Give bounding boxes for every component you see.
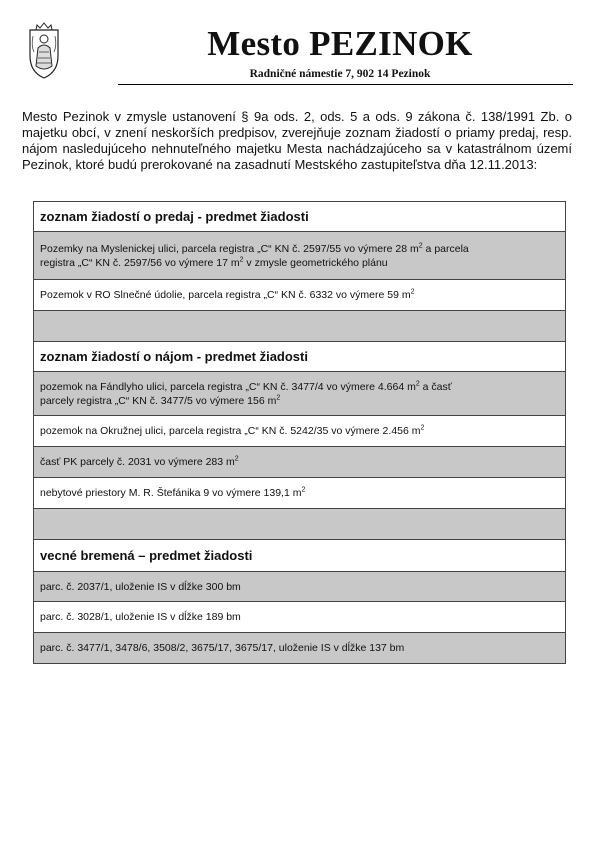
table-row bbox=[34, 572, 565, 602]
table-row bbox=[34, 447, 565, 478]
section-heading-sale bbox=[34, 202, 565, 232]
intro-paragraph: Mesto Pezinok v zmysle ustanovení § 9a ods. 2, ods. 5 a ods. 9 zákona č. 138/1991 Zb. o majetku obcí, v znení neskorších predpisov, zverejňuje zoznam žiadostí o priamy predaj, resp. nájom nasledujúceho nehnuteľného majetku Mesta nachádzajúceho sa v katastrálnom území Pezinok, ktoré budú prerokované na zasadnutí Mestského zastupiteľstva dňa 12.11.2013: bbox=[22, 109, 572, 172]
table-row bbox=[34, 478, 565, 509]
easement-item-2: parc. č. 3028/1, uloženie IS v dĺžke 189 bm bbox=[40, 611, 241, 623]
section-heading-easements-text: vecné bremená – predmet žiadosti bbox=[40, 547, 253, 563]
sale-item-2: Pozemok v RO Slnečné údolie, parcela registra „C“ KN č. 6332 vo výmere 59 $m^2$ bbox=[40, 288, 415, 301]
section-heading-easements bbox=[34, 540, 565, 572]
section-heading-sale-text: zoznam žiadostí o predaj - predmet žiadosti bbox=[40, 208, 309, 224]
lease-item-1: pozemok na Fándlyho ulici, parcela registra „C“ KN č. 3477/4 vo výmere 4.664 $m^2$ a časť parcely registra „C“ KN č. 3477/5 vo výmere 156 $m^2$ bbox=[40, 380, 452, 407]
empty-row bbox=[34, 509, 565, 540]
page-title: Mesto PEZINOK bbox=[207, 24, 473, 63]
section-heading-lease bbox=[34, 342, 565, 372]
table-row bbox=[34, 280, 565, 311]
sale-item-1: Pozemky na Myslenickej ulici, parcela registra „C“ KN č. 2597/55 vo výmere 28 $m^2$ a parcela registra „C“ KN č. 2597/56 vo výmere 17 $m^2$ v zmysle geometrického plánu bbox=[40, 242, 469, 269]
table-row bbox=[34, 232, 565, 280]
empty-row bbox=[34, 311, 565, 342]
easement-item-1: parc. č. 2037/1, uloženie IS v dĺžke 300 bm bbox=[40, 580, 241, 593]
requests-table bbox=[33, 201, 566, 664]
lease-item-2: pozemok na Okružnej ulici, parcela registra „C“ KN č. 5242/35 vo výmere 2.456 $m^2$ bbox=[40, 424, 425, 437]
section-heading-lease-text: zoznam žiadostí o nájom - predmet žiadosti bbox=[40, 348, 308, 364]
table-row bbox=[34, 602, 565, 633]
easement-item-3: parc. č. 3477/1, 3478/6, 3508/2, 3675/17, 3675/17, uloženie IS v dĺžke 137 bm bbox=[40, 642, 405, 654]
lease-item-4: nebytové priestory M. R. Štefánika 9 vo výmere 139,1 $m^2$ bbox=[40, 486, 306, 499]
table-row bbox=[34, 633, 565, 663]
city-crest-icon bbox=[27, 22, 61, 80]
address-line: Radničné námestie 7, 902 14 Pezinok bbox=[249, 68, 431, 80]
table-row bbox=[34, 372, 565, 416]
table-row bbox=[34, 416, 565, 447]
lease-item-3: časť PK parcely č. 2031 vo výmere 283 $m^2$ bbox=[40, 455, 239, 468]
header-divider bbox=[118, 84, 573, 85]
